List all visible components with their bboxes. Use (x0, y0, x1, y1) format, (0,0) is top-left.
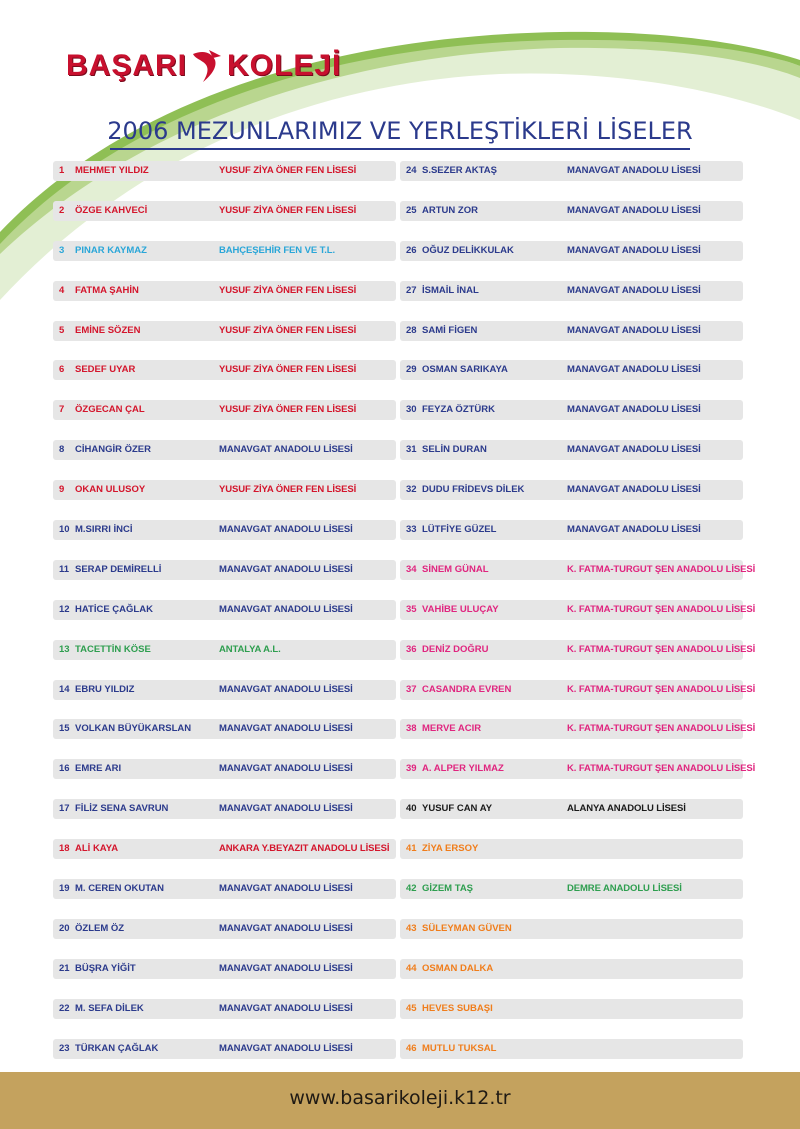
graduate-number: 40 (406, 803, 417, 815)
graduate-name: OKAN ULUSOY (75, 484, 146, 496)
placed-school: ANKARA Y.BEYAZIT ANADOLU LİSESİ (219, 843, 390, 855)
list-item (400, 600, 756, 620)
graduate-number: 33 (406, 524, 417, 536)
graduate-name: M. SEFA DİLEK (75, 1002, 144, 1014)
list-item (53, 719, 396, 739)
placed-school: K. FATMA-TURGUT ŞEN ANADOLU LİSESİ (567, 643, 756, 655)
placed-school: MANAVGAT ANADOLU LİSESİ (567, 204, 701, 216)
graduate-name: ARTUN ZOR (422, 204, 478, 216)
placed-school: MANAVGAT ANADOLU LİSESİ (567, 364, 701, 376)
graduate-number: 41 (406, 843, 417, 855)
placed-school: BAHÇEŞEHİR FEN VE T.L. (219, 244, 336, 256)
graduate-number: 28 (406, 324, 417, 336)
list-item (400, 560, 756, 580)
placed-school: YUSUF ZİYA ÖNER FEN LİSESİ (219, 284, 357, 296)
list-item (400, 281, 743, 301)
graduate-name: DENİZ DOĞRU (422, 643, 489, 655)
graduate-number: 45 (406, 1002, 417, 1014)
list-item (53, 201, 396, 221)
list-item (400, 161, 743, 181)
list-item (53, 879, 396, 899)
list-item (53, 440, 396, 460)
graduate-number: 13 (59, 643, 70, 655)
placed-school: K. FATMA-TURGUT ŞEN ANADOLU LİSESİ (567, 723, 756, 735)
page-title: 2006 MEZUNLARIMIZ VE YERLEŞTİKLERİ LİSELER (107, 117, 693, 145)
placed-school: YUSUF ZİYA ÖNER FEN LİSESİ (219, 165, 357, 176)
list-item (53, 759, 396, 779)
logo-bird-icon (189, 46, 225, 86)
list-item (53, 680, 396, 700)
graduate-number: 20 (59, 922, 70, 934)
title-underline (110, 148, 690, 150)
graduate-number: 35 (406, 603, 417, 615)
list-item (53, 640, 396, 660)
placed-school: MANAVGAT ANADOLU LİSESİ (219, 922, 353, 934)
graduate-name: PINAR KAYMAZ (75, 244, 147, 256)
graduates-column-right (400, 161, 756, 1078)
placed-school: MANAVGAT ANADOLU LİSESİ (567, 524, 701, 536)
placed-school: MANAVGAT ANADOLU LİSESİ (219, 563, 353, 575)
graduate-number: 7 (59, 404, 65, 416)
graduate-number: 17 (59, 803, 70, 815)
placed-school: MANAVGAT ANADOLU LİSESİ (219, 524, 353, 536)
list-item (53, 560, 396, 580)
list-item (53, 161, 396, 181)
graduate-name: M. CEREN OKUTAN (75, 883, 165, 895)
graduate-name: OSMAN SARIKAYA (422, 364, 508, 376)
graduate-name: MERVE ACIR (422, 723, 482, 735)
graduate-name: HEVES SUBAŞI (422, 1002, 493, 1014)
graduate-name: EBRU YILDIZ (75, 683, 135, 695)
graduate-name: MEHMET YILDIZ (75, 165, 149, 176)
list-item (400, 799, 743, 819)
placed-school: MANAVGAT ANADOLU LİSESİ (219, 444, 353, 456)
list-item (53, 520, 396, 540)
graduate-name: OSMAN DALKA (422, 962, 494, 974)
graduate-number: 8 (59, 444, 65, 456)
graduate-number: 38 (406, 723, 417, 735)
list-item (53, 839, 396, 859)
graduate-name: VOLKAN BÜYÜKARSLAN (75, 723, 192, 735)
list-item (53, 799, 396, 819)
graduate-number: 2 (59, 204, 65, 216)
graduate-name: SEDEF UYAR (75, 364, 136, 376)
list-item (53, 321, 396, 341)
graduate-name: BÜŞRA YİĞİT (75, 962, 136, 974)
placed-school: MANAVGAT ANADOLU LİSESİ (567, 484, 701, 496)
graduate-number: 14 (59, 683, 70, 695)
graduate-name: EMRE ARI (75, 763, 122, 775)
graduate-number: 24 (406, 165, 417, 176)
graduate-number: 34 (406, 563, 417, 575)
placed-school: MANAVGAT ANADOLU LİSESİ (219, 1042, 353, 1054)
graduate-number: 43 (406, 922, 417, 934)
placed-school: MANAVGAT ANADOLU LİSESİ (567, 284, 701, 296)
graduate-name: TÜRKAN ÇAĞLAK (75, 1042, 159, 1054)
list-item (400, 999, 743, 1019)
placed-school: MANAVGAT ANADOLU LİSESİ (219, 962, 353, 974)
list-item (53, 360, 396, 380)
placed-school: YUSUF ZİYA ÖNER FEN LİSESİ (219, 324, 357, 336)
placed-school: MANAVGAT ANADOLU LİSESİ (567, 244, 701, 256)
graduate-name: SERAP DEMİRELLİ (75, 563, 162, 575)
graduate-number: 11 (59, 563, 70, 575)
graduate-name: FİLİZ SENA SAVRUN (75, 803, 169, 815)
graduate-number: 21 (59, 962, 70, 974)
graduate-name: CASANDRA EVREN (422, 683, 512, 695)
graduate-number: 23 (59, 1042, 70, 1054)
placed-school: K. FATMA-TURGUT ŞEN ANADOLU LİSESİ (567, 683, 756, 695)
placed-school: MANAVGAT ANADOLU LİSESİ (219, 723, 353, 735)
list-item (53, 600, 396, 620)
graduate-name: ALİ KAYA (75, 843, 119, 855)
graduate-number: 25 (406, 204, 417, 216)
placed-school: MANAVGAT ANADOLU LİSESİ (219, 803, 353, 815)
graduate-name: MUTLU TUKSAL (422, 1042, 497, 1054)
graduate-number: 36 (406, 643, 417, 655)
graduate-name: LÜTFİYE GÜZEL (422, 524, 497, 536)
graduate-number: 22 (59, 1002, 70, 1014)
list-item (400, 719, 756, 739)
placed-school: YUSUF ZİYA ÖNER FEN LİSESİ (219, 484, 357, 496)
graduate-number: 27 (406, 284, 417, 296)
placed-school: MANAVGAT ANADOLU LİSESİ (567, 444, 701, 456)
list-item (400, 919, 743, 939)
graduate-name: YUSUF CAN AY (422, 803, 493, 815)
graduate-number: 37 (406, 683, 417, 695)
graduate-name: EMİNE SÖZEN (75, 324, 141, 336)
list-item (400, 680, 756, 700)
list-item (400, 440, 743, 460)
graduate-name: VAHİBE ULUÇAY (422, 603, 499, 615)
list-item (53, 480, 396, 500)
list-item (400, 241, 743, 261)
list-item (53, 959, 396, 979)
placed-school: MANAVGAT ANADOLU LİSESİ (219, 683, 353, 695)
graduate-name: ÖZGE KAHVECİ (75, 204, 148, 216)
graduate-name: İSMAİL İNAL (422, 284, 479, 296)
placed-school: MANAVGAT ANADOLU LİSESİ (219, 603, 353, 615)
list-item (400, 201, 743, 221)
placed-school: ALANYA ANADOLU LİSESİ (567, 803, 686, 815)
graduate-name: OĞUZ DELİKKULAK (422, 244, 514, 256)
list-item (400, 759, 756, 779)
graduate-number: 15 (59, 723, 70, 735)
graduate-number: 19 (59, 883, 70, 895)
footer-url[interactable]: www.basarikoleji.k12.tr (289, 1087, 511, 1109)
placed-school: ANTALYA A.L. (219, 643, 281, 655)
graduate-number: 29 (406, 364, 417, 376)
list-item (53, 400, 396, 420)
list-item (400, 360, 743, 380)
graduate-number: 18 (59, 843, 70, 855)
graduate-number: 6 (59, 364, 65, 376)
graduate-name: DUDU FRİDEVS DİLEK (422, 484, 525, 496)
placed-school: K. FATMA-TURGUT ŞEN ANADOLU LİSESİ (567, 603, 756, 615)
list-item (53, 919, 396, 939)
list-item (400, 640, 756, 660)
placed-school: K. FATMA-TURGUT ŞEN ANADOLU LİSESİ (567, 763, 756, 775)
graduate-name: HATİCE ÇAĞLAK (75, 603, 153, 615)
placed-school: YUSUF ZİYA ÖNER FEN LİSESİ (219, 364, 357, 376)
placed-school: MANAVGAT ANADOLU LİSESİ (567, 404, 701, 416)
graduate-number: 1 (59, 165, 65, 176)
graduate-number: 31 (406, 444, 417, 456)
graduate-name: ÖZGECAN ÇAL (75, 404, 145, 416)
list-item (400, 839, 743, 859)
graduate-number: 26 (406, 244, 417, 256)
list-item (53, 1039, 396, 1059)
graduate-name: SAMİ FİGEN (422, 324, 478, 336)
graduate-number: 9 (59, 484, 65, 496)
placed-school: DEMRE ANADOLU LİSESİ (567, 883, 682, 895)
graduate-number: 32 (406, 484, 417, 496)
list-item (400, 520, 743, 540)
list-item (400, 879, 743, 899)
graduate-name: FATMA ŞAHİN (75, 284, 139, 296)
graduate-name: SİNEM GÜNAL (422, 563, 489, 575)
graduate-name: SÜLEYMAN GÜVEN (422, 922, 512, 934)
placed-school: MANAVGAT ANADOLU LİSESİ (219, 883, 353, 895)
graduate-name: S.SEZER AKTAŞ (422, 165, 497, 176)
graduate-name: M.SIRRI İNCİ (75, 524, 133, 536)
graduate-name: CİHANGİR ÖZER (75, 444, 151, 456)
graduate-name: GİZEM TAŞ (422, 883, 474, 895)
graduate-number: 39 (406, 763, 417, 775)
graduate-name: ÖZLEM ÖZ (75, 922, 125, 934)
list-item (53, 999, 396, 1019)
placed-school: YUSUF ZİYA ÖNER FEN LİSESİ (219, 404, 357, 416)
list-item (400, 321, 743, 341)
placed-school: K. FATMA-TURGUT ŞEN ANADOLU LİSESİ (567, 563, 756, 575)
graduate-number: 10 (59, 524, 70, 536)
list-item (400, 480, 743, 500)
logo (66, 44, 341, 88)
graduate-number: 12 (59, 603, 70, 615)
graduate-name: FEYZA ÖZTÜRK (422, 404, 496, 416)
graduate-number: 4 (59, 284, 65, 296)
logo-text-left: BAŞARI (66, 49, 188, 82)
graduate-number: 46 (406, 1042, 417, 1054)
graduate-name: TACETTİN KÖSE (75, 643, 151, 655)
graduate-name: ZİYA ERSOY (422, 843, 479, 855)
graduate-number: 44 (406, 962, 417, 974)
list-item (53, 241, 396, 261)
graduates-column-left (53, 161, 396, 1078)
placed-school: YUSUF ZİYA ÖNER FEN LİSESİ (219, 204, 357, 216)
graduate-number: 16 (59, 763, 70, 775)
placed-school: MANAVGAT ANADOLU LİSESİ (219, 763, 353, 775)
logo-text-right: KOLEJİ (227, 49, 342, 82)
list-item (53, 281, 396, 301)
placed-school: MANAVGAT ANADOLU LİSESİ (567, 165, 701, 176)
graduate-number: 5 (59, 324, 65, 336)
graduate-number: 30 (406, 404, 417, 416)
graduate-number: 42 (406, 883, 417, 895)
list-item (400, 1039, 743, 1059)
placed-school: MANAVGAT ANADOLU LİSESİ (567, 324, 701, 336)
graduate-name: SELİN DURAN (422, 444, 487, 456)
placed-school: MANAVGAT ANADOLU LİSESİ (219, 1002, 353, 1014)
graduate-name: A. ALPER YILMAZ (422, 763, 504, 775)
list-item (400, 959, 743, 979)
list-item (400, 400, 743, 420)
graduate-number: 3 (59, 244, 65, 256)
